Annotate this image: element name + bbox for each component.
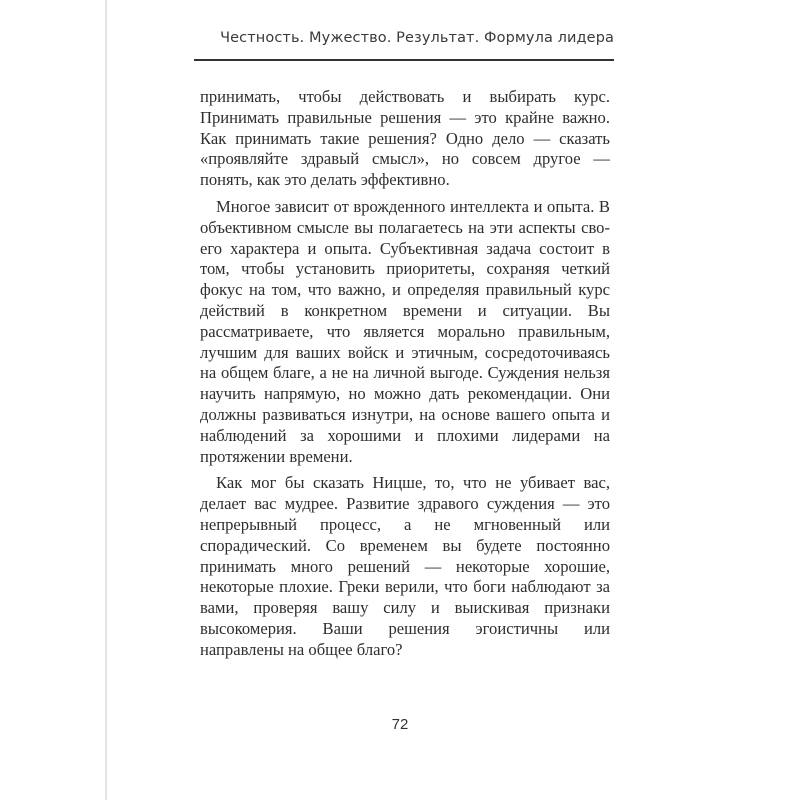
- page-number: 72: [391, 716, 409, 733]
- header-rule: [194, 59, 614, 61]
- paragraph: Многое зависит от врожденного интеллекта и опыта. В объективном смысле вы полагаетесь на эти аспекты своего характера и опыта. Субъективная задача состоит в том, чтобы установить приоритеты, сохраняя четкий фокус на том, что важно, и определяя правильный курс действий в конкретном времени и ситуации. Вы рассматриваете, что является морально правильным, лучшим для ваших войск и этичным, сосредоточиваясь на общем благе, а не на личной выгоде. Суждения нельзя научить напрямую, но можно дать рекомендации. Они должны развиваться изнутри, на основе вашего опыта и наблюдений за хорошими и плохими лидерами на протяжении времени.: [200, 196, 610, 466]
- body-text: [200, 87, 610, 661]
- paragraph: принимать, чтобы действовать и выбирать курс. Принимать правильные решения — это крайне важно. Как принимать такие решения? Одно дело — сказать «проявляйте здравый смысл», но совсем другое — понять, как это делать эффективно.: [200, 87, 610, 190]
- paragraph: Как мог бы сказать Ницше, то, что не убивает вас, делает вас мудрее. Развитие здравого суждения — это непрерывный процесс, а не мгновенный или спорадический. Со временем вы будете постоянно принимать много решений — некоторые хорошие, некоторые плохие. Греки верили, что боги наблюдают за вами, проверяя вашу силу и выискивая признаки высокомерия. Ваши решения эгоистичны или направлены на общее благо?: [200, 473, 610, 659]
- running-head: Честность. Мужество. Результат. Формула лидера: [220, 30, 614, 46]
- page-edge: [105, 0, 107, 800]
